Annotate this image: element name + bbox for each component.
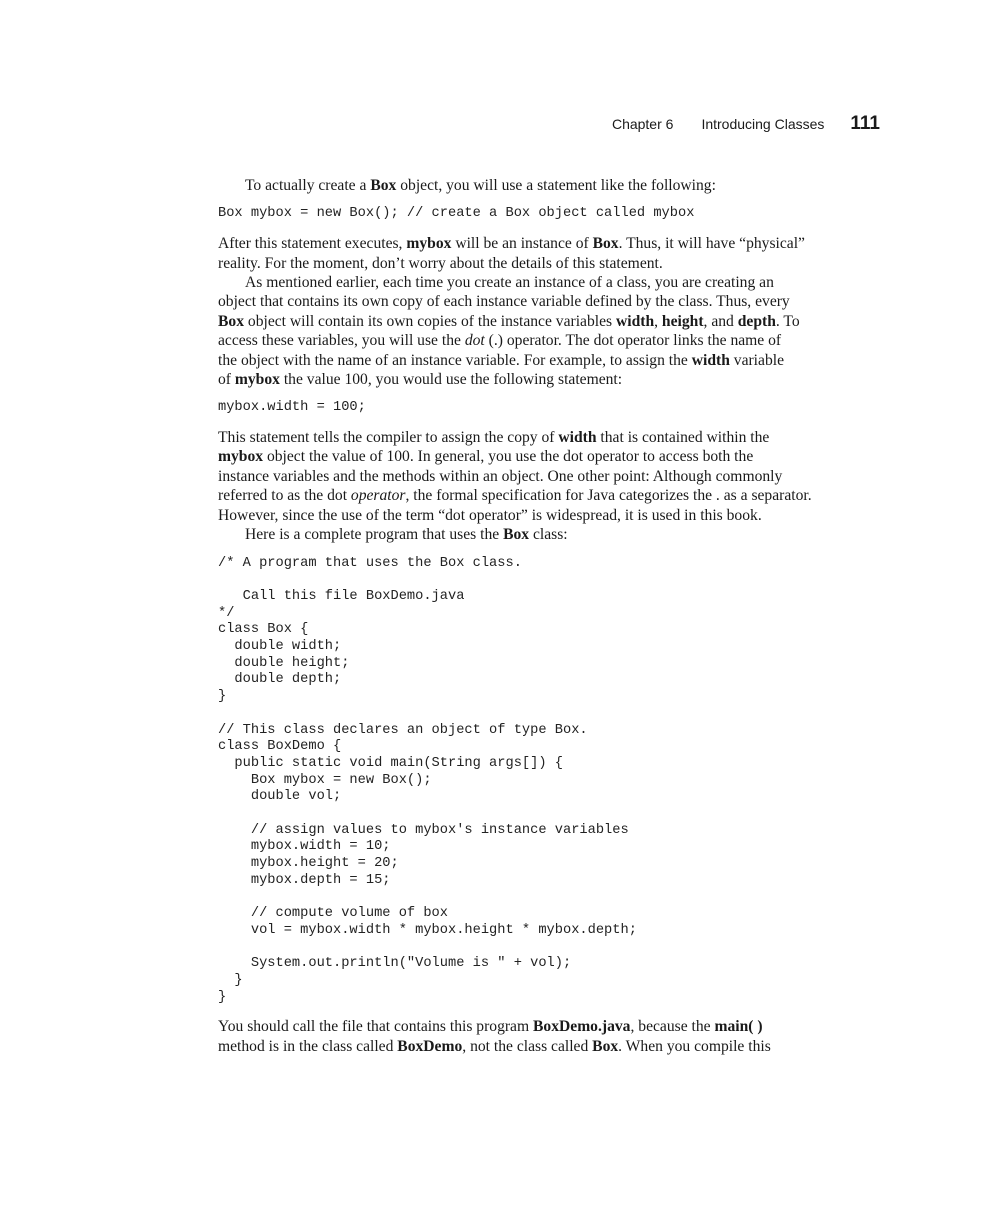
bold-term: height	[661, 312, 704, 330]
bold-term: Box	[370, 177, 397, 194]
body-text	[218, 176, 868, 1056]
italic-term: operator	[350, 487, 406, 505]
paragraph-3: As mentioned earlier, each time you create an instance of a class, you are creating an object that contains its own copy of each instance variable defined by the class. Thus, every Box object will contain its own copies of the instance variables width, height, and depth. To access these variables, you will use the dot (.) operator. The dot operator links the name of the object with the name of an instance variable. For example, to assign the width variable of mybox the value 100, you would use the following statement:	[218, 273, 800, 388]
bold-term: mybox	[234, 370, 280, 388]
paragraph-6: You should call the file that contains this program BoxDemo.java, because the main( ) method is in the class called BoxDemo, not the class called Box. When you compile this	[218, 1018, 771, 1055]
bold-term: BoxDemo.java	[533, 1018, 631, 1036]
bold-term: depth	[737, 312, 776, 330]
chapter-title: Introducing Classes	[701, 116, 825, 132]
bold-term: BoxDemo	[397, 1037, 463, 1055]
code-listing-3: /* A program that uses the Box class. Call this file BoxDemo.java */ class Box { double width; double height; double depth; } // This class declares an object of type Box. class BoxDemo { public static void main(String args[]) { Box mybox = new Box(); double vol; // assign values to mybox's instance variables mybox.width = 10; mybox.height = 20; mybox.depth = 15; // compute volume of box vol = mybox.width * mybox.height * mybox.depth; System.out.println("Volume is " + vol); } }	[218, 555, 637, 1005]
bold-term: Box	[592, 235, 619, 253]
bold-term: width	[558, 429, 597, 447]
bold-term: Box	[218, 312, 244, 330]
running-header	[612, 113, 880, 135]
paragraph-1: To actually create a Box object, you will use a statement like the following:	[245, 177, 716, 194]
code-listing-2: mybox.width = 100;	[218, 400, 366, 416]
code-listing-1: Box mybox = new Box(); // create a Box object called mybox	[218, 206, 695, 222]
bold-term: mybox	[218, 448, 264, 466]
paragraph-4: This statement tells the compiler to assign the copy of width that is contained within the mybox object the value of 100. In general, you use the dot operator to access both the instance variables and the methods within an object. One other point: Although commonly referred to as the dot operator, the formal specification for Java categorizes the . as a separator. However, since the use of the term “dot operator” is widespread, it is used in this book.	[218, 429, 812, 524]
paragraph-5: Here is a complete program that uses the Box class:	[245, 526, 568, 544]
italic-term: dot	[464, 332, 485, 350]
bold-term: mybox	[406, 235, 452, 253]
bold-term: width	[615, 312, 655, 330]
paragraph-2: After this statement executes, mybox will be an instance of Box. Thus, it will have “physical” reality. For the moment, don’t worry about the details of this statement.	[218, 235, 805, 272]
bold-term: Box	[503, 526, 530, 544]
bold-term: main( )	[714, 1018, 763, 1036]
bold-term: width	[691, 351, 730, 369]
page-number: 111	[850, 113, 880, 134]
chapter-label: Chapter 6	[611, 116, 674, 132]
bold-term: Box	[592, 1037, 619, 1055]
